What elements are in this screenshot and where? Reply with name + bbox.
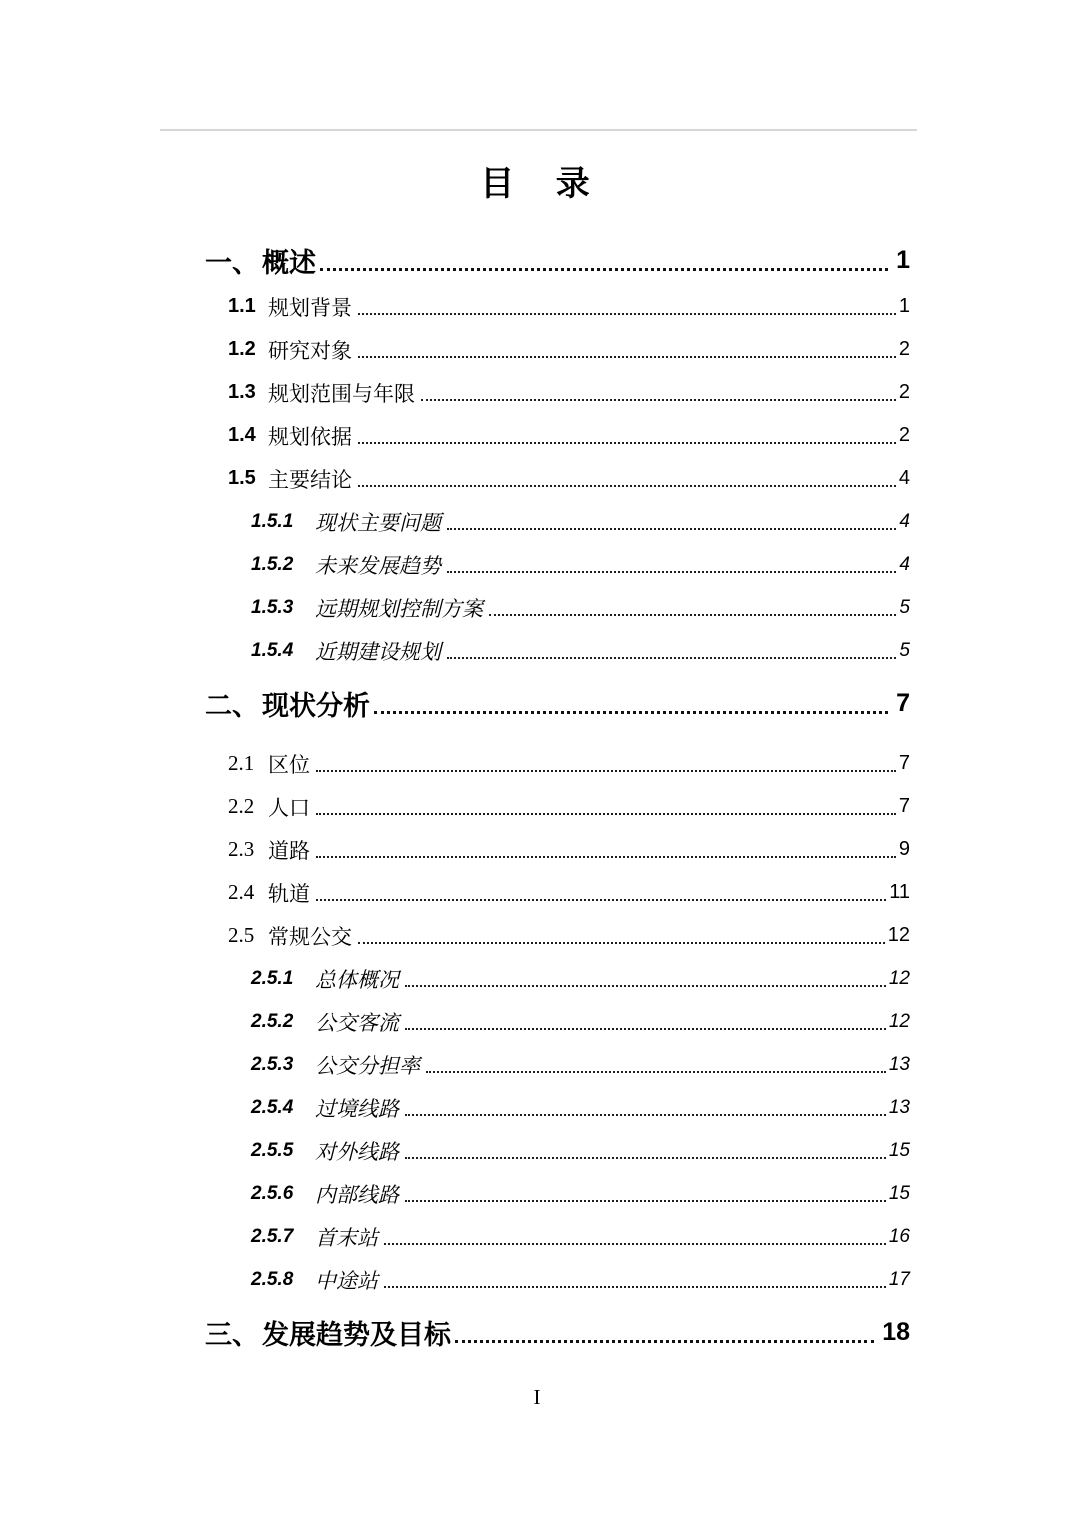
- toc-entry-title: 常规公交: [268, 924, 352, 949]
- dot-leader: [405, 1028, 886, 1030]
- dot-leader: [405, 1114, 886, 1116]
- dot-leader: [447, 657, 896, 659]
- toc-entry[interactable]: [251, 1086, 910, 1129]
- toc-entry-page-number: 9: [898, 838, 910, 860]
- dot-leader: [405, 1157, 886, 1159]
- toc-entry-page-number: 12: [887, 924, 910, 946]
- toc-entry-number: 二、: [205, 690, 259, 721]
- toc-entry[interactable]: [251, 1258, 910, 1301]
- footer-page-number: I: [533, 1385, 541, 1409]
- toc-entry-title: 规划依据: [268, 424, 352, 449]
- toc-entry[interactable]: [251, 500, 910, 543]
- toc-entry-title: 主要结论: [268, 467, 352, 492]
- toc-entry-title: 过境线路: [315, 1096, 399, 1121]
- toc-entry-number: 2.1: [228, 751, 255, 775]
- page-title: 目 录: [480, 166, 594, 203]
- toc-entry[interactable]: [251, 1000, 910, 1043]
- toc-entry-title: 道路: [268, 838, 310, 863]
- toc-entry-title: 规划背景: [268, 295, 352, 320]
- toc-entry-title: 公交客流: [315, 1010, 399, 1035]
- dot-leader: [358, 942, 885, 944]
- toc-entry-page-number: 13: [888, 1053, 910, 1075]
- toc-entry-page-number: 16: [888, 1225, 910, 1247]
- dot-leader: [405, 985, 886, 987]
- toc-entry[interactable]: [228, 871, 910, 914]
- dot-leader: [384, 1286, 886, 1288]
- toc-entry-number: 2.5.3: [251, 1053, 294, 1075]
- toc-entry-title: 人口: [268, 795, 310, 820]
- toc-entry-title: 概述: [262, 247, 316, 278]
- toc-entry-number: 1.2: [228, 338, 256, 360]
- header-rule: [160, 129, 917, 131]
- dot-leader: [421, 399, 896, 401]
- toc-entry[interactable]: [228, 828, 910, 871]
- toc-entry-page-number: 12: [888, 967, 910, 989]
- toc-entry-number: 2.3: [228, 837, 255, 861]
- toc-entry[interactable]: [228, 742, 910, 785]
- toc-entry-number: 1.5.1: [251, 510, 294, 532]
- dot-leader: [316, 813, 896, 815]
- dot-leader: [426, 1071, 886, 1073]
- toc-entry-page-number: 7: [896, 688, 910, 717]
- toc-entry[interactable]: [205, 235, 910, 285]
- toc-entry-title: 内部线路: [315, 1182, 399, 1207]
- toc-entry-title: 近期建设规划: [315, 639, 441, 664]
- dot-leader: [384, 1243, 886, 1245]
- toc-entry[interactable]: [205, 1307, 910, 1357]
- toc-entry-page-number: 17: [888, 1268, 910, 1290]
- toc-entry[interactable]: [251, 957, 910, 1000]
- toc-entry[interactable]: [228, 328, 910, 371]
- toc-entry-title: 发展趋势及目标: [262, 1319, 451, 1350]
- toc-entry-title: 规划范围与年限: [268, 381, 415, 406]
- toc-entry-title: 研究对象: [268, 338, 352, 363]
- toc-entry[interactable]: [251, 1215, 910, 1258]
- dot-leader: [489, 614, 896, 616]
- toc-entry-number: 1.4: [228, 424, 256, 446]
- toc-entry-number: 2.5.6: [251, 1182, 294, 1204]
- toc-entry-title: 对外线路: [315, 1139, 399, 1164]
- dot-leader: [316, 770, 896, 772]
- toc-entry[interactable]: [228, 414, 910, 457]
- dot-leader: [316, 899, 886, 901]
- toc-entry-page-number: 4: [899, 510, 910, 532]
- dot-leader: [447, 528, 896, 530]
- toc-entry-number: 1.3: [228, 381, 256, 403]
- toc-entry-title: 公交分担率: [315, 1053, 420, 1078]
- toc-entry[interactable]: [251, 586, 910, 629]
- toc-entry-number: 2.5.1: [251, 967, 294, 989]
- toc-entry[interactable]: [228, 371, 910, 414]
- toc-entry-title: 轨道: [268, 881, 310, 906]
- toc-entry-page-number: 7: [898, 795, 910, 817]
- toc-entry-page-number: 2: [898, 338, 910, 360]
- toc-entry-number: 2.5.5: [251, 1139, 294, 1161]
- toc-entry-page-number: 1: [898, 295, 910, 317]
- toc-entry[interactable]: [251, 1129, 910, 1172]
- toc-entry-number: 2.5.2: [251, 1010, 294, 1032]
- toc-entry[interactable]: [228, 457, 910, 500]
- toc-entry-title: 现状主要问题: [315, 510, 441, 535]
- toc-entry[interactable]: [251, 1043, 910, 1086]
- toc-entry-page-number: 2: [898, 424, 910, 446]
- toc-entry-number: 2.5.7: [251, 1225, 294, 1247]
- toc-entry-title: 远期规划控制方案: [315, 596, 483, 621]
- toc-entry-page-number: 7: [898, 752, 910, 774]
- dot-leader: [320, 268, 888, 271]
- toc-entry-number: 2.5: [228, 923, 255, 947]
- toc-entry-number: 1.1: [228, 295, 256, 317]
- dot-leader: [455, 1340, 874, 1343]
- toc-entry-title: 未来发展趋势: [315, 553, 441, 578]
- dot-leader: [374, 711, 888, 714]
- dot-leader: [358, 356, 896, 358]
- toc-entry[interactable]: [205, 678, 910, 728]
- toc-entry-number: 三、: [205, 1319, 259, 1350]
- toc-entry-number: 一、: [205, 247, 259, 278]
- toc-entry[interactable]: [251, 1172, 910, 1215]
- toc-entry[interactable]: [251, 629, 910, 672]
- toc-entry[interactable]: [251, 543, 910, 586]
- toc-entry-title: 区位: [268, 752, 310, 777]
- toc-entry-number: 1.5.4: [251, 639, 294, 661]
- toc-entry-page-number: 12: [888, 1010, 910, 1032]
- toc-entry-number: 2.2: [228, 794, 255, 818]
- toc-entry-page-number: 15: [888, 1182, 910, 1204]
- toc-entry-page-number: 18: [882, 1317, 910, 1346]
- toc-entry-title: 首末站: [315, 1225, 378, 1250]
- toc-entry[interactable]: [228, 285, 910, 328]
- dot-leader: [358, 442, 896, 444]
- toc-entry-number: 1.5: [228, 467, 256, 489]
- dot-leader: [358, 313, 896, 315]
- toc-entry-title: 现状分析: [262, 690, 370, 721]
- toc-entry-page-number: 4: [898, 467, 910, 489]
- toc-list: [205, 235, 910, 1371]
- toc-entry-page-number: 5: [899, 639, 910, 661]
- toc-entry-page-number: 1: [896, 245, 910, 274]
- toc-entry-number: 1.5.2: [251, 553, 294, 575]
- dot-leader: [358, 485, 896, 487]
- toc-entry-page-number: 4: [899, 553, 910, 575]
- toc-entry-page-number: 2: [898, 381, 910, 403]
- toc-entry[interactable]: [228, 785, 910, 828]
- toc-entry-number: 1.5.3: [251, 596, 294, 618]
- toc-entry-page-number: 15: [888, 1139, 910, 1161]
- toc-entry[interactable]: [228, 914, 910, 957]
- toc-entry-number: 2.4: [228, 880, 255, 904]
- dot-leader: [405, 1200, 886, 1202]
- dot-leader: [316, 856, 896, 858]
- toc-entry-page-number: 11: [889, 881, 910, 903]
- toc-entry-number: 2.5.4: [251, 1096, 294, 1118]
- dot-leader: [447, 571, 896, 573]
- toc-entry-title: 总体概况: [315, 967, 399, 992]
- toc-entry-page-number: 13: [888, 1096, 910, 1118]
- toc-entry-number: 2.5.8: [251, 1268, 294, 1290]
- toc-entry-title: 中途站: [315, 1268, 378, 1293]
- toc-entry-page-number: 5: [899, 596, 910, 618]
